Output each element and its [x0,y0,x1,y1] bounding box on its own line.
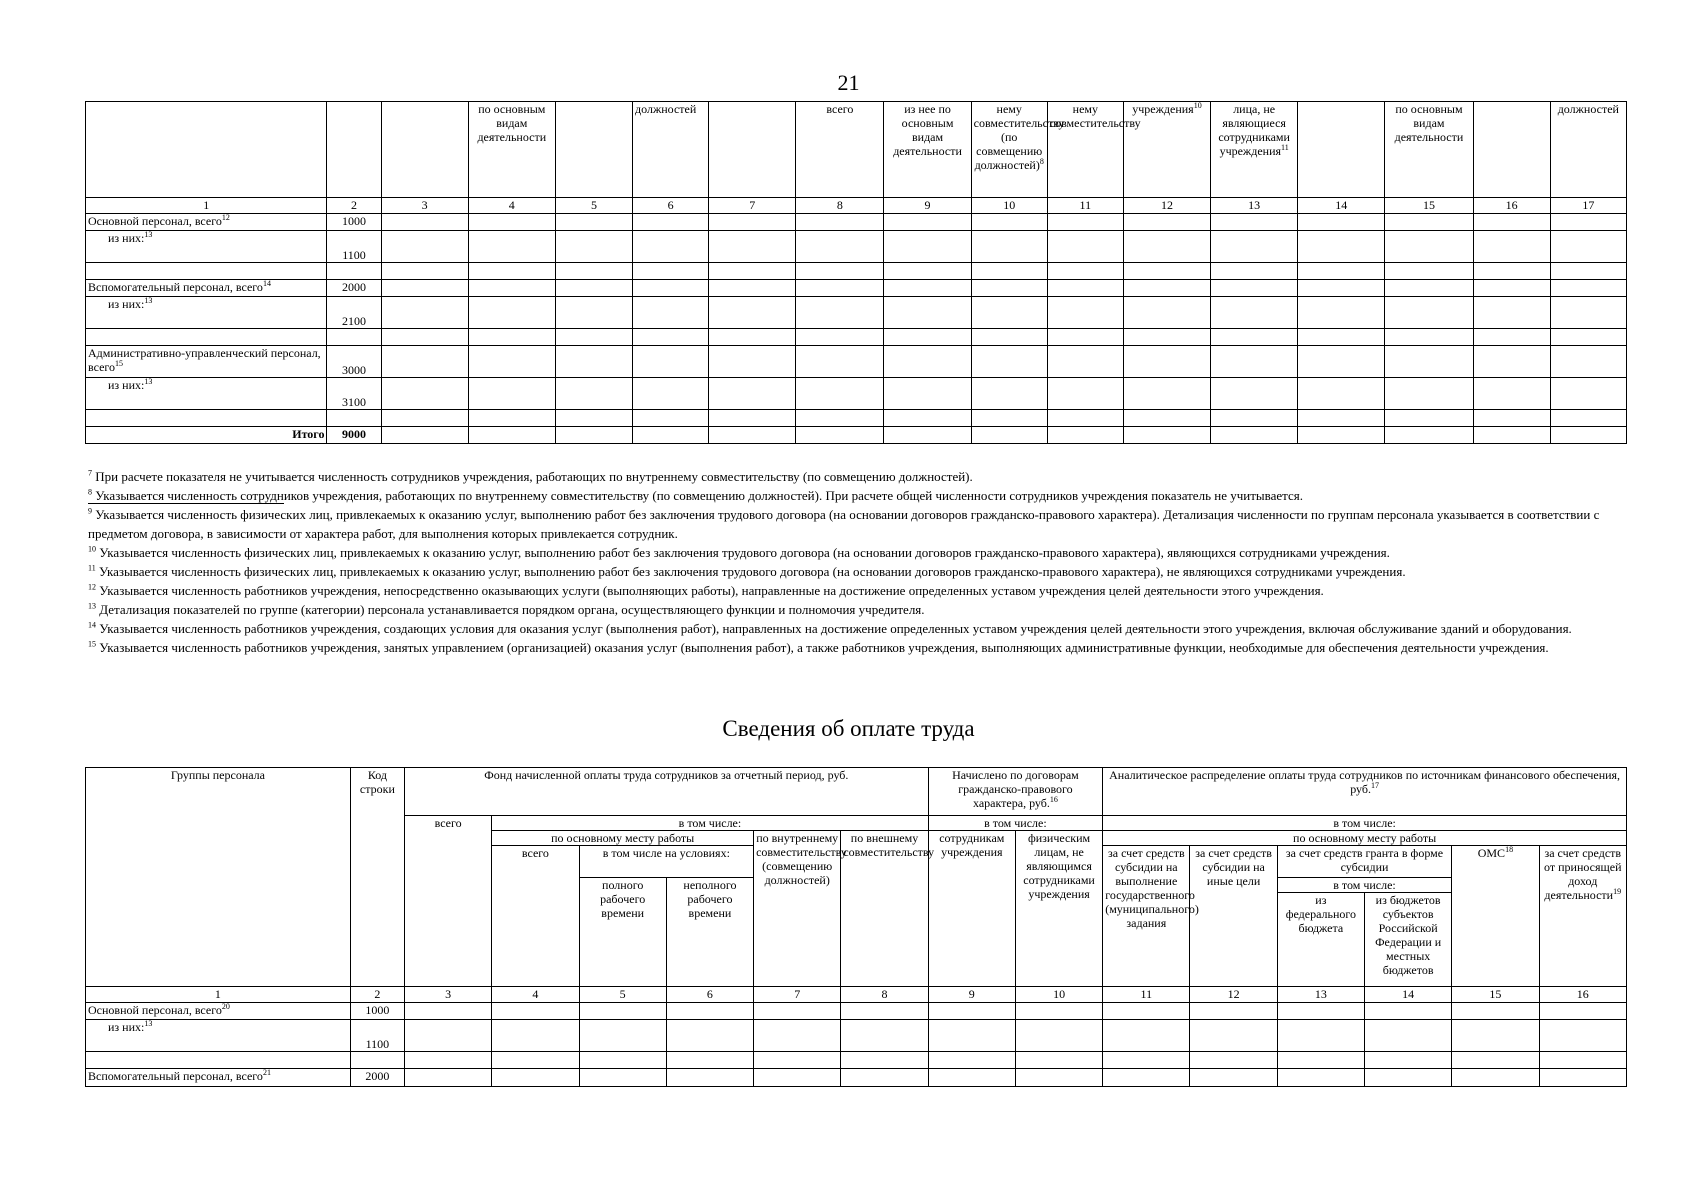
row-label [86,1069,351,1087]
t1-num: 13 [1211,198,1298,214]
t1-num: 8 [796,198,884,214]
footnote-text: Указывается численность работников учреждения, занятых управлением (организацией) оказания услуг (выполнения работ), а также работников учреждения, выполняющих административные функции, необходимые для обеспечения деятельности учреждения. [99,640,1549,655]
t2-main-sub-label: из них: [108,1020,145,1034]
t2-h-internal: по внутреннему совместительству (совмещению должностей) [754,831,841,987]
row-code: 2100 [327,297,381,329]
t2-h-grant-incl: в том числе: [1277,878,1452,893]
t2-h-incl1: в том числе: [492,816,928,831]
total-label: Итого [86,427,327,444]
t1-num: 16 [1473,198,1550,214]
t2-h-groups: Группы персонала [86,768,351,987]
t1-h13 [1211,102,1298,198]
t2-h-conditions: в том числе на условиях: [579,846,754,878]
t1-h12-sup: 10 [1193,101,1202,110]
row-code: 1000 [350,1003,404,1020]
footnote-text: Указывается численность работников учреждения, создающих условия для оказания услуг (выполнения работ), направленных на достижение определенных уставом учреждения целей деятельности этого учреждения, включая обслуживание зданий и оборудования. [99,621,1572,636]
t1-h14 [1298,102,1385,198]
footnote-text: Указывается численность физических лиц, привлекаемых к оказанию услуг, выполнению работ без заключения трудового договора (на основании договоров гражданско-правового характера). Детализация численности по группам персонала указывается в соответствии с предметом договора, в зависимости от характера работ, для выполнения которых привлекается сотрудник. [88,507,1600,541]
t2-h-analytic-sup: 17 [1371,781,1379,790]
t1-h11: нему совместительству [1047,102,1123,198]
t1-h10 [971,102,1065,198]
t1-h8: всего [796,102,884,198]
t1-adm-sup: 15 [115,359,124,368]
footnote-text: Указывается численность физических лиц, привлекаемых к оказанию услуг, выполнению работ без заключения трудового договора (на основании договоров гражданско-правового характера), не являющихся сотрудниками учреждения. [98,564,1406,579]
footnote-num: 10 [88,544,96,554]
t2-h-analytic-text: Аналитическое распределение оплаты труда сотрудников по источникам финансового обеспечения, руб. [1109,768,1621,796]
footnote [88,619,1628,638]
table-row [86,346,1627,378]
t1-aux-sub-label: из них: [108,297,145,311]
t2-h-to-employees: сотрудникам учреждения [928,831,1015,987]
t1-h15: по основным видам деятельности [1385,102,1473,198]
t1-h17: должностей [1550,102,1626,198]
t2-main-label: Основной персонал, всего [88,1003,222,1017]
footnote-num: 11 [88,563,96,573]
table-row [86,297,1627,329]
staff-count-table [85,101,1627,444]
t1-main-sub-sup: 13 [144,230,153,239]
table-row [86,280,1627,297]
t1-num: 12 [1123,198,1210,214]
t1-adm-label: Административно-управленческий персонал, всего [88,346,321,374]
t1-h4: по основным видам деятельности [468,102,555,198]
row-label [86,280,327,297]
t1-num: 5 [555,198,632,214]
t2-num: 8 [841,987,928,1003]
payroll-table [85,767,1627,1087]
row-label [86,1020,351,1052]
row-label [86,214,327,231]
row-code: 1100 [327,231,381,263]
footnote-num: 8 [88,487,92,497]
t2-h-main-total: всего [492,846,579,987]
page-number: 21 [837,70,860,95]
footnote [88,638,1628,657]
table1-number-row [86,198,1627,214]
row-code: 1100 [350,1020,404,1052]
t2-num: 6 [666,987,753,1003]
row-code: 3000 [327,346,381,378]
t1-aux-sub-sup: 13 [144,296,153,305]
t1-main-sub-label: из них: [108,231,145,245]
t2-num: 2 [350,987,404,1003]
table-row [86,231,1627,263]
t2-num: 9 [928,987,1015,1003]
t2-h-income-text: за счет средств от приносящей доход деятельности [1544,846,1622,902]
row-label [86,297,327,329]
t2-h-gph-text: Начислено по договорам гражданско-правового характера, руб. [952,768,1079,810]
t2-num: 14 [1365,987,1452,1003]
footnote-text: Детализация показателей по группе (категории) персонала устанавливается порядком органа, осуществляющего функции и полномочия учредителя. [99,602,925,617]
t2-h-subsidy-other: за счет средств субсидии на иные цели [1190,846,1277,987]
t1-num: 3 [381,198,468,214]
t1-h12-text: учреждения [1132,102,1194,116]
t1-h1 [86,102,327,198]
t1-h10-text: нему совместительству (по совмещению должностей) [973,102,1065,172]
row-label [86,231,327,263]
t2-h-income-sup: 19 [1613,887,1622,896]
t2-num: 1 [86,987,351,1003]
t2-h-code: Код строки [350,768,404,987]
table-row [86,378,1627,410]
row-code: 1000 [327,214,381,231]
table-row [86,1069,1627,1087]
t2-num: 13 [1277,987,1364,1003]
table-row [86,263,1627,280]
row-label [86,1003,351,1020]
footnote-num: 9 [88,506,92,516]
t2-h-oms-text: ОМС [1477,846,1506,860]
t1-h7 [709,102,796,198]
t1-num: 4 [468,198,555,214]
t2-num: 11 [1103,987,1190,1003]
t2-h-full-time: полного рабочего времени [579,878,666,987]
t2-h-analytic [1103,768,1627,816]
footnote [88,486,1628,505]
t2-h-federal: из федерального бюджета [1277,893,1364,987]
t1-h13-text: лица, не являющиеся сотрудниками учреждения [1218,102,1290,158]
t2-h-external: по внешнему совместительству [841,831,928,987]
t1-h9: из нее по основным видам деятельности [884,102,971,198]
t2-aux-sup: 21 [262,1068,271,1077]
row-code: 3100 [327,378,381,410]
t1-main-label: Основной персонал, всего [88,214,222,228]
t1-adm-sub-sup: 13 [144,377,153,386]
t1-num: 11 [1047,198,1123,214]
t1-num: 10 [971,198,1047,214]
t2-h-grant: за счет средств гранта в форме субсидии [1277,846,1452,878]
footnote-text: Указывается численность сотрудников учреждения, работающих по внутреннему совместительству (по совмещению должностей). При расчете общей численности сотрудников учреждения показатель не учитывается. [95,488,1303,503]
footnote [88,562,1628,581]
t1-h6: должностей [633,102,709,198]
table-row-total [86,427,1627,444]
t1-h13-sup: 11 [1281,143,1289,152]
footnote-num: 7 [88,468,92,478]
t2-h-gph [928,768,1103,816]
footnote-text: Указывается численность работников учреждения, непосредственно оказывающих услуги (выполняющих работы), направленные на достижение определенных уставом учреждения целей деятельности этого учреждения. [99,583,1324,598]
t2-h-regional: из бюджетов субъектов Российской Федерации и местных бюджетов [1365,893,1452,987]
row-label [86,378,327,410]
table-row [86,410,1627,427]
footnote-num: 14 [88,620,96,630]
table-row [86,1003,1627,1020]
t1-aux-sup: 14 [262,279,271,288]
table-row [86,329,1627,346]
footnotes [88,467,1628,657]
t2-h-gph-sup: 16 [1049,795,1058,804]
table1-header-row [86,102,1627,198]
t2-num: 12 [1190,987,1277,1003]
footnote [88,600,1628,619]
t1-h10-sup: 8 [1039,157,1044,166]
total-code: 9000 [327,427,381,444]
row-label [86,346,327,378]
t2-h-oms-sup: 18 [1505,845,1514,854]
t2-main-sup: 20 [221,1002,230,1011]
t1-num: 2 [327,198,381,214]
table2-number-row [86,987,1627,1003]
t2-h-incl3: в том числе: [1103,816,1627,831]
t2-h-part-time: неполного рабочего времени [666,878,753,987]
t1-h16 [1473,102,1550,198]
t1-num: 9 [884,198,971,214]
footnote [88,467,1628,486]
footnote [88,505,1628,543]
footnote-num: 12 [88,582,96,592]
t2-num: 15 [1452,987,1539,1003]
t1-num: 1 [86,198,327,214]
t1-aux-label: Вспомогательный персонал, всего [88,280,263,294]
t2-h-main-place: по основному месту работы [492,831,754,846]
table-row [86,1052,1627,1069]
t1-main-sup: 12 [221,213,230,222]
footnote-text: Указывается численность физических лиц, привлекаемых к оказанию услуг, выполнению работ без заключения трудового договора (на основании договоров гражданско-правового характера), являющихся сотрудниками учреждения. [99,545,1390,560]
t1-h12 [1123,102,1210,198]
t2-h-incl2: в том числе: [928,816,1103,831]
t2-num: 16 [1539,987,1626,1003]
t2-h-oms [1452,846,1539,987]
t1-h3 [381,102,468,198]
t1-num: 15 [1385,198,1473,214]
t2-h-subsidy-task: за счет средств субсидии на выполнение государственного (муниципального) задания [1103,846,1190,987]
table-row [86,1020,1627,1052]
section-title: Сведения об оплате труда [722,716,975,741]
t2-num: 7 [754,987,841,1003]
footnote-num: 15 [88,639,96,649]
row-code: 2000 [327,280,381,297]
footnote-text: При расчете показателя не учитывается численность сотрудников учреждения, работающих по внутреннему совместительству (по совмещению должностей). [95,469,973,484]
t2-num: 5 [579,987,666,1003]
t2-h-fund: Фонд начисленной оплаты труда сотрудников за отчетный период, руб. [405,768,929,816]
t1-num: 14 [1298,198,1385,214]
t1-num: 7 [709,198,796,214]
footnote-num: 13 [88,601,96,611]
t2-main-sub-sup: 13 [144,1019,153,1028]
t2-h-income [1539,846,1626,987]
t2-num: 4 [492,987,579,1003]
t1-adm-sub-label: из них: [108,378,145,392]
t2-h-total: всего [405,816,492,987]
t2-h-main-place2: по основному месту работы [1103,831,1627,846]
t1-h5 [555,102,632,198]
t2-h-to-non-employees: физическим лицам, не являющимся сотрудниками учреждения [1015,831,1102,987]
t1-num: 6 [633,198,709,214]
t2-num: 3 [405,987,492,1003]
t1-h2 [327,102,381,198]
t2-num: 10 [1015,987,1102,1003]
t2-aux-label: Вспомогательный персонал, всего [88,1069,263,1083]
row-code: 2000 [350,1069,404,1087]
t1-num: 17 [1550,198,1626,214]
table-row [86,214,1627,231]
footnote [88,543,1628,562]
footnote [88,581,1628,600]
